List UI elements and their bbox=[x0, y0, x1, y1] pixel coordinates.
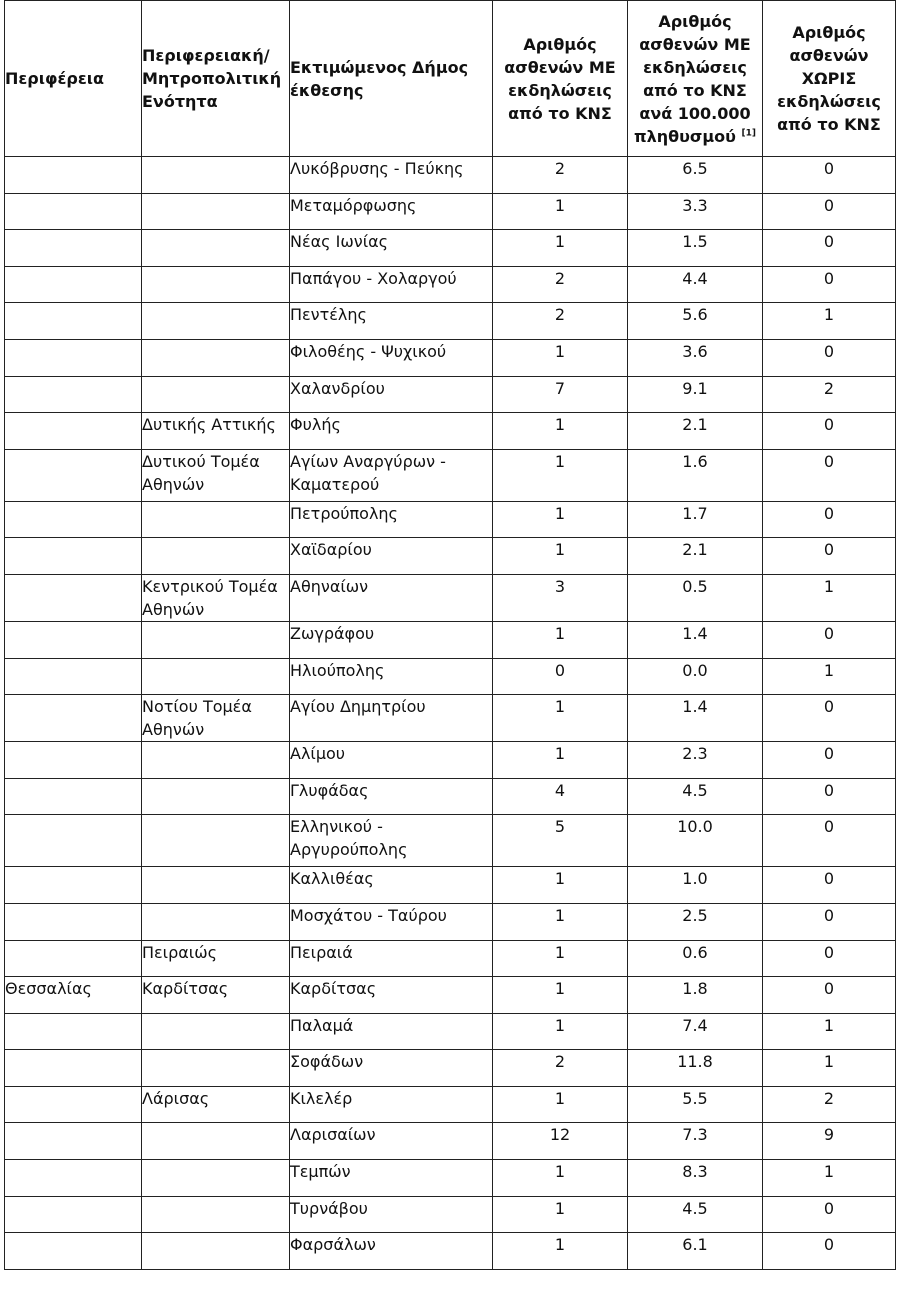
cell-cases-with: 2 bbox=[493, 157, 628, 194]
cell-region bbox=[5, 501, 142, 538]
cell-region bbox=[5, 778, 142, 815]
cell-region bbox=[5, 193, 142, 230]
cell-cases-without: 1 bbox=[763, 574, 896, 621]
cell-region bbox=[5, 449, 142, 501]
cell-rate: 1.0 bbox=[628, 867, 763, 904]
cell-rate: 7.4 bbox=[628, 1013, 763, 1050]
cell-cases-without: 0 bbox=[763, 1233, 896, 1270]
cell-cases-with: 1 bbox=[493, 742, 628, 779]
cell-cases-with: 2 bbox=[493, 266, 628, 303]
cell-cases-with: 1 bbox=[493, 501, 628, 538]
cell-cases-without: 1 bbox=[763, 1050, 896, 1087]
cell-municipality: Χαϊδαρίου bbox=[290, 538, 493, 575]
table-row bbox=[5, 1086, 896, 1123]
cell-cases-without: 0 bbox=[763, 266, 896, 303]
cell-unit: Κεντρικού Τομέα Αθηνών bbox=[142, 574, 290, 621]
header-row bbox=[5, 1, 896, 157]
cell-unit bbox=[142, 303, 290, 340]
cell-cases-with: 1 bbox=[493, 903, 628, 940]
cell-municipality: Πεντέλης bbox=[290, 303, 493, 340]
table-row bbox=[5, 940, 896, 977]
cell-municipality: Σοφάδων bbox=[290, 1050, 493, 1087]
cell-rate: 1.4 bbox=[628, 695, 763, 742]
cell-region bbox=[5, 1196, 142, 1233]
cell-cases-without: 0 bbox=[763, 413, 896, 450]
cell-cases-with: 5 bbox=[493, 815, 628, 867]
cell-cases-with: 1 bbox=[493, 1160, 628, 1197]
cell-rate: 4.4 bbox=[628, 266, 763, 303]
cell-cases-with: 1 bbox=[493, 339, 628, 376]
cell-municipality: Φαρσάλων bbox=[290, 1233, 493, 1270]
cell-region bbox=[5, 376, 142, 413]
cell-municipality: Λαρισαίων bbox=[290, 1123, 493, 1160]
cell-municipality: Γλυφάδας bbox=[290, 778, 493, 815]
cell-municipality: Παπάγου - Χολαργού bbox=[290, 266, 493, 303]
cell-cases-with: 3 bbox=[493, 574, 628, 621]
cell-cases-with: 1 bbox=[493, 621, 628, 658]
cell-region bbox=[5, 742, 142, 779]
cell-cases-without: 0 bbox=[763, 501, 896, 538]
cell-region bbox=[5, 815, 142, 867]
cell-region bbox=[5, 574, 142, 621]
cell-municipality: Αλίμου bbox=[290, 742, 493, 779]
cell-cases-without: 1 bbox=[763, 1013, 896, 1050]
table-row bbox=[5, 193, 896, 230]
cell-cases-without: 1 bbox=[763, 1160, 896, 1197]
table-row bbox=[5, 658, 896, 695]
cell-unit bbox=[142, 815, 290, 867]
cell-municipality: Παλαμά bbox=[290, 1013, 493, 1050]
cell-cases-without: 0 bbox=[763, 695, 896, 742]
cell-rate: 8.3 bbox=[628, 1160, 763, 1197]
cell-municipality: Καλλιθέας bbox=[290, 867, 493, 904]
cell-unit bbox=[142, 1233, 290, 1270]
cell-rate: 2.1 bbox=[628, 413, 763, 450]
cell-region bbox=[5, 266, 142, 303]
table-row bbox=[5, 449, 896, 501]
table-row bbox=[5, 538, 896, 575]
cell-cases-without: 0 bbox=[763, 778, 896, 815]
table-row bbox=[5, 778, 896, 815]
cell-unit bbox=[142, 1196, 290, 1233]
cell-municipality: Μεταμόρφωσης bbox=[290, 193, 493, 230]
cell-cases-with: 1 bbox=[493, 695, 628, 742]
table-body bbox=[5, 157, 896, 1270]
table-row bbox=[5, 1123, 896, 1160]
cell-region bbox=[5, 413, 142, 450]
cell-region bbox=[5, 339, 142, 376]
table-row bbox=[5, 1160, 896, 1197]
cell-cases-without: 0 bbox=[763, 230, 896, 267]
cell-cases-with: 2 bbox=[493, 1050, 628, 1087]
cell-unit bbox=[142, 501, 290, 538]
cell-unit bbox=[142, 193, 290, 230]
cell-municipality: Πειραιά bbox=[290, 940, 493, 977]
cell-cases-without: 0 bbox=[763, 815, 896, 867]
cell-municipality: Λυκόβρυσης - Πεύκης bbox=[290, 157, 493, 194]
cell-unit: Δυτικού Τομέα Αθηνών bbox=[142, 449, 290, 501]
table-row bbox=[5, 303, 896, 340]
table-row bbox=[5, 376, 896, 413]
cell-cases-with: 12 bbox=[493, 1123, 628, 1160]
cell-cases-with: 1 bbox=[493, 449, 628, 501]
cell-rate: 6.5 bbox=[628, 157, 763, 194]
header-municipality: Εκτιμώμενος Δήμος έκθεσης bbox=[290, 1, 493, 157]
cell-region bbox=[5, 1086, 142, 1123]
cell-rate: 2.1 bbox=[628, 538, 763, 575]
cell-cases-with: 1 bbox=[493, 1196, 628, 1233]
cell-cases-with: 7 bbox=[493, 376, 628, 413]
cell-rate: 1.4 bbox=[628, 621, 763, 658]
cell-region bbox=[5, 303, 142, 340]
cell-cases-without: 2 bbox=[763, 1086, 896, 1123]
cell-cases-without: 0 bbox=[763, 449, 896, 501]
cell-cases-without: 2 bbox=[763, 376, 896, 413]
cell-municipality: Τεμπών bbox=[290, 1160, 493, 1197]
cell-rate: 2.3 bbox=[628, 742, 763, 779]
cell-unit bbox=[142, 742, 290, 779]
cell-unit bbox=[142, 1123, 290, 1160]
cell-cases-without: 0 bbox=[763, 742, 896, 779]
table-row bbox=[5, 266, 896, 303]
cell-municipality: Αγίων Αναργύρων - Καματερού bbox=[290, 449, 493, 501]
header-rate-footnote: [1] bbox=[741, 128, 757, 139]
cell-rate: 6.1 bbox=[628, 1233, 763, 1270]
cell-unit: Καρδίτσας bbox=[142, 977, 290, 1014]
cell-cases-without: 1 bbox=[763, 658, 896, 695]
cell-unit bbox=[142, 157, 290, 194]
header-unit: Περιφερειακή/ Μητροπολιτική Ενότητα bbox=[142, 1, 290, 157]
cell-municipality: Φυλής bbox=[290, 413, 493, 450]
cell-municipality: Πετρούπολης bbox=[290, 501, 493, 538]
cell-region bbox=[5, 1233, 142, 1270]
cell-cases-with: 4 bbox=[493, 778, 628, 815]
table-row bbox=[5, 742, 896, 779]
cell-cases-without: 0 bbox=[763, 977, 896, 1014]
header-rate-text: Αριθμός ασθενών ΜΕ εκδηλώσεις από το ΚΝΣ ανά 100.000 πληθυσμού bbox=[633, 11, 751, 146]
cell-rate: 7.3 bbox=[628, 1123, 763, 1160]
cell-municipality: Τυρνάβου bbox=[290, 1196, 493, 1233]
cell-cases-without: 9 bbox=[763, 1123, 896, 1160]
cell-unit bbox=[142, 1013, 290, 1050]
table-row bbox=[5, 695, 896, 742]
cell-cases-without: 0 bbox=[763, 193, 896, 230]
table-row bbox=[5, 339, 896, 376]
cell-municipality: Μοσχάτου - Ταύρου bbox=[290, 903, 493, 940]
cell-rate: 9.1 bbox=[628, 376, 763, 413]
table-row bbox=[5, 157, 896, 194]
cell-rate: 4.5 bbox=[628, 778, 763, 815]
cell-municipality: Ηλιούπολης bbox=[290, 658, 493, 695]
cell-region bbox=[5, 903, 142, 940]
cell-rate: 3.3 bbox=[628, 193, 763, 230]
header-cases-with: Αριθμός ασθενών ΜΕ εκδηλώσεις από το ΚΝΣ bbox=[493, 1, 628, 157]
cell-cases-with: 1 bbox=[493, 867, 628, 904]
cell-cases-without: 1 bbox=[763, 303, 896, 340]
cell-municipality: Αγίου Δημητρίου bbox=[290, 695, 493, 742]
cell-region bbox=[5, 658, 142, 695]
table-row bbox=[5, 867, 896, 904]
cell-unit: Πειραιώς bbox=[142, 940, 290, 977]
cases-table bbox=[4, 0, 896, 1270]
cell-rate: 1.7 bbox=[628, 501, 763, 538]
cell-unit bbox=[142, 376, 290, 413]
cell-unit bbox=[142, 538, 290, 575]
table-row bbox=[5, 1196, 896, 1233]
cell-cases-with: 1 bbox=[493, 940, 628, 977]
cell-region bbox=[5, 621, 142, 658]
cell-cases-with: 1 bbox=[493, 230, 628, 267]
cell-municipality: Χαλανδρίου bbox=[290, 376, 493, 413]
cell-municipality: Νέας Ιωνίας bbox=[290, 230, 493, 267]
cell-region bbox=[5, 1123, 142, 1160]
table-row bbox=[5, 230, 896, 267]
cell-unit bbox=[142, 230, 290, 267]
cell-rate: 11.8 bbox=[628, 1050, 763, 1087]
cell-unit bbox=[142, 778, 290, 815]
cell-region bbox=[5, 157, 142, 194]
table-row bbox=[5, 977, 896, 1014]
cell-cases-without: 0 bbox=[763, 940, 896, 977]
cell-cases-with: 1 bbox=[493, 977, 628, 1014]
cell-municipality: Ελληνικού - Αργυρούπολης bbox=[290, 815, 493, 867]
cell-rate: 0.6 bbox=[628, 940, 763, 977]
cell-municipality: Κιλελέρ bbox=[290, 1086, 493, 1123]
cell-rate: 5.6 bbox=[628, 303, 763, 340]
cell-region bbox=[5, 1160, 142, 1197]
cell-region bbox=[5, 230, 142, 267]
cell-unit bbox=[142, 621, 290, 658]
cell-region bbox=[5, 538, 142, 575]
cell-rate: 1.5 bbox=[628, 230, 763, 267]
table-row bbox=[5, 501, 896, 538]
cell-region bbox=[5, 695, 142, 742]
cell-cases-without: 0 bbox=[763, 621, 896, 658]
cell-cases-with: 1 bbox=[493, 1086, 628, 1123]
table-row bbox=[5, 574, 896, 621]
cell-cases-without: 0 bbox=[763, 903, 896, 940]
table-row bbox=[5, 903, 896, 940]
cell-rate: 2.5 bbox=[628, 903, 763, 940]
cell-municipality: Φιλοθέης - Ψυχικού bbox=[290, 339, 493, 376]
table-row bbox=[5, 1050, 896, 1087]
cell-unit: Νοτίου Τομέα Αθηνών bbox=[142, 695, 290, 742]
cell-unit bbox=[142, 339, 290, 376]
cell-unit bbox=[142, 266, 290, 303]
cell-cases-with: 1 bbox=[493, 413, 628, 450]
cell-rate: 3.6 bbox=[628, 339, 763, 376]
cell-unit bbox=[142, 658, 290, 695]
cell-cases-without: 0 bbox=[763, 867, 896, 904]
header-cases-without: Αριθμός ασθενών ΧΩΡΙΣ εκδηλώσεις από το ΚΝΣ bbox=[763, 1, 896, 157]
cell-unit: Λάρισας bbox=[142, 1086, 290, 1123]
cell-cases-without: 0 bbox=[763, 538, 896, 575]
cell-unit bbox=[142, 903, 290, 940]
cell-unit bbox=[142, 867, 290, 904]
cell-rate: 0.5 bbox=[628, 574, 763, 621]
header-region: Περιφέρεια bbox=[5, 1, 142, 157]
table-row bbox=[5, 1233, 896, 1270]
cell-cases-with: 1 bbox=[493, 193, 628, 230]
cell-rate: 10.0 bbox=[628, 815, 763, 867]
cell-rate: 4.5 bbox=[628, 1196, 763, 1233]
cell-municipality: Ζωγράφου bbox=[290, 621, 493, 658]
cell-region: Θεσσαλίας bbox=[5, 977, 142, 1014]
cell-cases-without: 0 bbox=[763, 1196, 896, 1233]
cell-cases-with: 1 bbox=[493, 538, 628, 575]
table-row bbox=[5, 815, 896, 867]
cell-rate: 1.6 bbox=[628, 449, 763, 501]
table-row bbox=[5, 1013, 896, 1050]
cell-cases-with: 1 bbox=[493, 1013, 628, 1050]
cell-cases-with: 1 bbox=[493, 1233, 628, 1270]
cell-region bbox=[5, 1013, 142, 1050]
cell-cases-with: 2 bbox=[493, 303, 628, 340]
cell-rate: 5.5 bbox=[628, 1086, 763, 1123]
cell-region bbox=[5, 867, 142, 904]
cell-municipality: Αθηναίων bbox=[290, 574, 493, 621]
table-row bbox=[5, 413, 896, 450]
cell-region bbox=[5, 940, 142, 977]
cell-municipality: Καρδίτσας bbox=[290, 977, 493, 1014]
cell-cases-without: 0 bbox=[763, 157, 896, 194]
cell-region bbox=[5, 1050, 142, 1087]
cell-unit bbox=[142, 1160, 290, 1197]
cell-rate: 0.0 bbox=[628, 658, 763, 695]
table-row bbox=[5, 621, 896, 658]
cell-rate: 1.8 bbox=[628, 977, 763, 1014]
cell-cases-with: 0 bbox=[493, 658, 628, 695]
header-rate bbox=[628, 1, 763, 157]
cell-unit bbox=[142, 1050, 290, 1087]
cell-unit: Δυτικής Αττικής bbox=[142, 413, 290, 450]
cell-cases-without: 0 bbox=[763, 339, 896, 376]
